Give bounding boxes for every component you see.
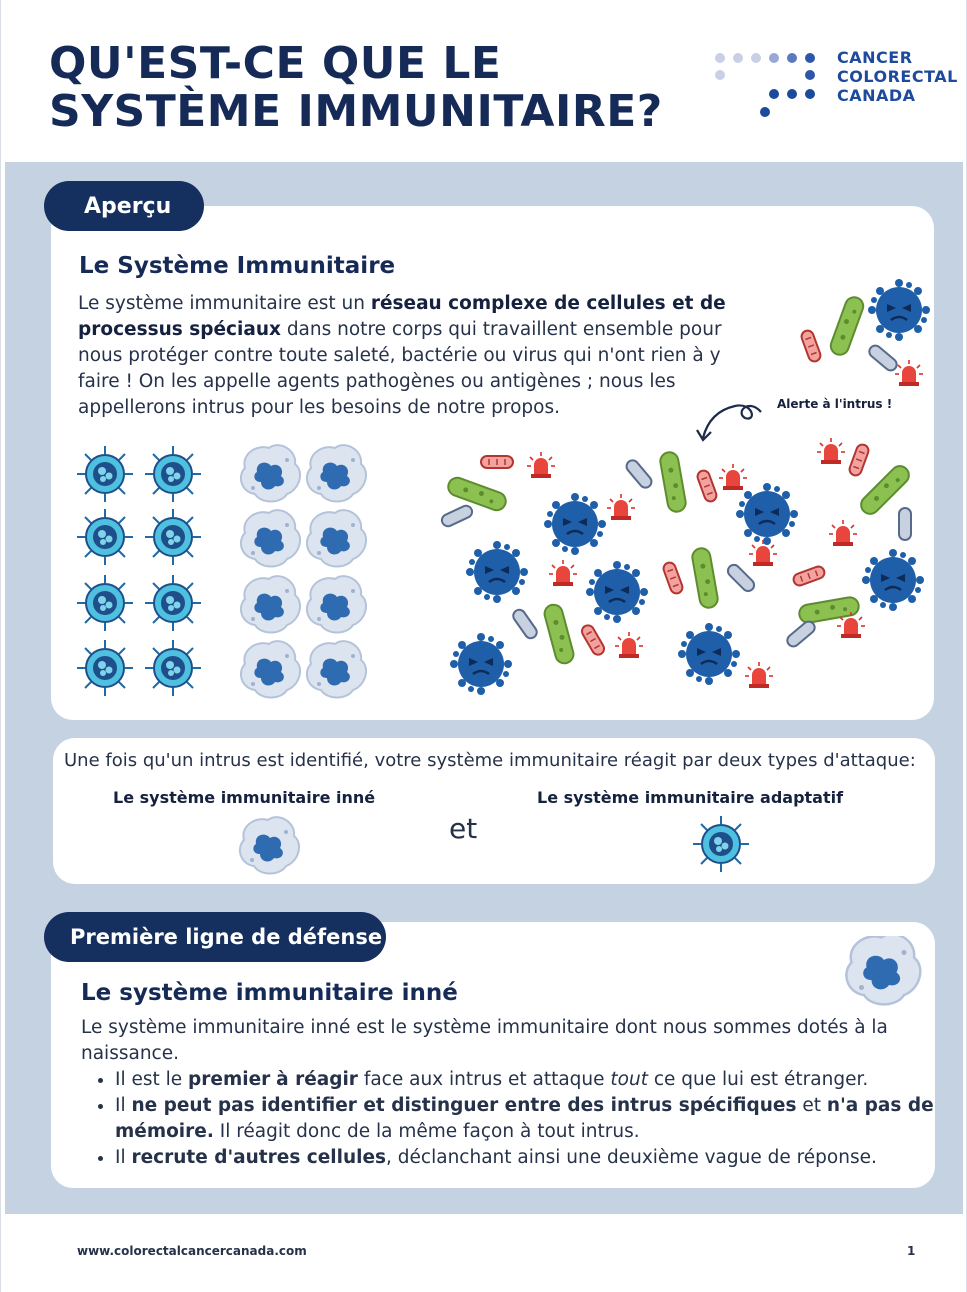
pill-red-icon <box>792 565 826 587</box>
pill-grey-icon <box>511 607 539 640</box>
b2-bold-2: n'a pas de mémoire. <box>115 1095 934 1142</box>
t-cell-icon <box>145 575 201 631</box>
b2-text: Il <box>115 1095 132 1116</box>
macrophage-icon <box>307 641 366 697</box>
attack-intro: Une fois qu'un intrus est identifié, votre système immunitaire réagit par deux types d'attaque: <box>64 750 916 771</box>
virus-icon <box>450 633 512 695</box>
macrophage-icon <box>307 445 366 501</box>
pill-grey-icon <box>624 458 654 490</box>
logo-text <box>837 48 958 105</box>
pill-grey-icon <box>440 504 474 528</box>
pill-red-icon <box>800 329 822 363</box>
first-line-heading: Le système immunitaire inné <box>81 980 458 1006</box>
alert-label: Alerte à l'intrus ! <box>777 397 893 411</box>
list-item <box>115 1067 935 1093</box>
immune-cells-grid <box>71 440 381 702</box>
b2-text-3: Il réagit donc de la même façon à tout intrus. <box>213 1121 640 1142</box>
alarm-icon <box>895 360 923 386</box>
alarm-icon <box>527 452 555 478</box>
and-text: et <box>449 812 478 845</box>
overview-heading: Le Système Immunitaire <box>79 253 396 279</box>
virus-icon <box>544 493 606 555</box>
pill-red-icon <box>580 623 606 657</box>
footer-url[interactable]: www.colorectalcancercanada.com <box>77 1244 307 1258</box>
alarm-icon <box>549 560 577 586</box>
innate-label: Le système immunitaire inné <box>113 788 376 807</box>
page-number: 1 <box>907 1244 916 1258</box>
virus-icon <box>862 549 924 611</box>
overview-para-1: Le système immunitaire est un <box>78 293 371 314</box>
b1-bold-2: à réagir <box>276 1069 358 1090</box>
alarm-icon <box>615 632 643 658</box>
list-item <box>115 1093 935 1145</box>
macrophage-icon <box>241 510 300 566</box>
t-cell-icon <box>77 575 133 631</box>
t-cell-icon <box>77 509 133 565</box>
t-cell-icon <box>689 812 753 876</box>
bacteria-icon <box>543 603 576 666</box>
adaptive-label: Le système immunitaire adaptatif <box>537 788 844 807</box>
b1-italic: tout <box>610 1069 648 1090</box>
macrophage-icon <box>307 576 366 632</box>
b2-text-2: et <box>796 1095 827 1116</box>
macrophage-icon <box>241 445 300 501</box>
overview-paragraph <box>78 291 738 421</box>
t-cell-icon <box>145 446 201 502</box>
first-line-pill: Première ligne de défense <box>44 912 386 962</box>
b1-text-2: face aux intrus et attaque <box>357 1069 611 1090</box>
title-line-1: QU'EST-CE QUE LE <box>49 38 502 89</box>
bacteria-icon <box>659 451 687 513</box>
alarm-icon <box>817 438 845 464</box>
intruders-scene <box>433 438 931 700</box>
b3-text: Il <box>115 1147 132 1168</box>
macrophage-icon <box>241 576 300 632</box>
b3-text-2: , déclanchant ainsi une deuxième vague de réponse. <box>386 1147 877 1168</box>
alarm-icon <box>749 540 777 566</box>
b1-text: Il est le <box>115 1069 189 1090</box>
bacteria-icon <box>828 295 865 358</box>
pill-grey-icon <box>867 343 899 373</box>
alarm-icon <box>829 520 857 546</box>
logo-line-1: CANCER <box>837 48 913 67</box>
virus-icon <box>736 483 798 545</box>
pill-red-icon <box>696 469 718 503</box>
pill-grey-icon <box>899 508 911 540</box>
virus-icon <box>586 561 648 623</box>
virus-icon <box>868 279 930 341</box>
pill-grey-icon <box>725 562 756 593</box>
overview-para-2: dans notre corps qui travaillent ensemble pour nous protéger contre toute saleté, bactérie ou virus qui n'ont rien à y faire ! On les appelle agents pathogènes ou antigènes ; nous les appellerons intrus pour les besoins de notre propos. <box>78 319 722 418</box>
first-line-intro: Le système immunitaire inné est le système immunitaire dont nous sommes dotés à la naissance. <box>81 1017 888 1064</box>
macrophage-icon <box>845 936 923 1006</box>
alarm-icon <box>607 494 635 520</box>
logo-dots-icon <box>713 46 833 126</box>
b1-bold: premier <box>188 1069 271 1090</box>
pill-red-icon <box>662 561 684 595</box>
pill-grey-icon <box>785 619 817 649</box>
b2-bold: ne peut pas identifier et distinguer entre des intrus spécifiques <box>131 1095 797 1116</box>
logo-line-2: COLORECTAL <box>837 67 958 86</box>
t-cell-icon <box>145 509 201 565</box>
t-cell-icon <box>77 446 133 502</box>
overview-pill: Aperçu <box>44 181 204 231</box>
page-title <box>49 40 689 136</box>
virus-icon <box>466 541 528 603</box>
macrophage-icon <box>237 816 303 876</box>
pill-red-icon <box>848 443 870 477</box>
b1-text-3: ce que lui est étranger. <box>647 1069 869 1090</box>
intruder-cluster <box>791 276 936 396</box>
logo-line-3: CANADA <box>837 86 916 105</box>
macrophage-icon <box>307 510 366 566</box>
macrophage-icon <box>241 641 300 697</box>
overview-para-bold: réseau complexe de cellules et de processus spéciaux <box>78 293 726 340</box>
alarm-icon <box>745 662 773 688</box>
t-cell-icon <box>77 640 133 696</box>
t-cell-icon <box>145 640 201 696</box>
bacteria-icon <box>446 475 509 512</box>
virus-icon <box>678 623 740 685</box>
alarm-icon <box>719 464 747 490</box>
title-line-2: SYSTÈME IMMUNITAIRE? <box>49 86 663 137</box>
b3-bold: recrute d'autres cellules <box>131 1147 387 1168</box>
list-item <box>115 1145 935 1171</box>
logo <box>713 46 958 126</box>
first-line-bullets <box>81 1067 935 1171</box>
bacteria-icon <box>691 547 719 609</box>
pill-red-icon <box>481 456 513 468</box>
